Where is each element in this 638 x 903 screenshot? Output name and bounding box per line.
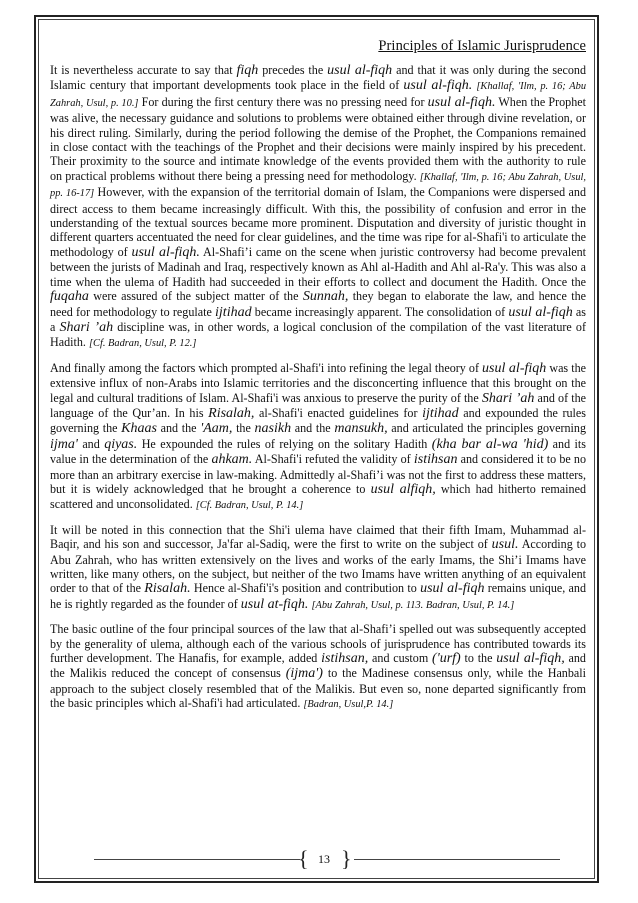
text-run: When the Prophet was alive, the necessary guidance and solutions to problems were obtained either through divine revelation, or his direct ruling. Similarly, during the period following the demise of the Prophet, the Companions remained in close contact with the teachings of the Prophet and their decisions were mainly inspired by his precedent. Their proximity to the source and intimate knowledge of the events provided them with the authority to rule on practical problems without there being a pressing need for methodology. (50, 94, 586, 183)
footer-rule-right (354, 859, 560, 860)
text-run: was the extensive influx of non-Arabs into Islamic territories and the disconcerting influence that this brought on the legal and cultural traditions of Islam. Al-Shafi'i was anxious to preserve the purity of the (50, 360, 586, 405)
text-run: It will be noted in this connection that the Shi'i ulema have claimed that their fifth Imam, Muhammad al-Baqir, and his son and successor, Ja'far al-Sadiq, were the first to write on the subject of (50, 522, 586, 552)
italic-term: istihsan (413, 452, 458, 468)
italic-term: usul al-fiqh (327, 63, 393, 78)
text-run: He expounded the rules of relying on the solitary Hadith (137, 436, 432, 451)
text-run: and that it was only during the second Islamic century that important developments took place in the field of (50, 63, 587, 93)
text-run: which had hitherto remained scattered and unconsolidated. (50, 481, 586, 512)
italic-term: ijma' (50, 436, 78, 452)
italic-term: Risalah, (208, 405, 255, 421)
citation: [Cf. Badran, Usul, P. 12.] (88, 338, 197, 350)
citation: [Cf. Badran, Usul, P. 14.] (195, 500, 304, 512)
text-run: According to Abu Zahrah, who has written extensively on the lives and works of the early Imams, the Shi’i Imams have written, like many others, on the subject, but neither of the two Imams have written anything of an equivalent order to that of the (50, 537, 586, 596)
italic-term: istihsan, (321, 651, 369, 667)
italic-term: fuqaha (50, 289, 89, 305)
italic-term: usul al-fiqh (482, 360, 547, 376)
text-run: It is nevertheless accurate to say that (50, 63, 237, 77)
italic-term: usul alfiqh, (370, 481, 436, 497)
italic-term: ijtihad (422, 405, 459, 421)
text-run: became increasingly apparent. The consolidation of (251, 304, 509, 319)
text-run: and its value in the determination of the (50, 436, 586, 467)
text-run: And finally among the factors which prompted al-Shafi'i into refining the legal theory of (50, 360, 483, 375)
italic-term: Sunnah, (302, 289, 349, 305)
text-run: and (77, 436, 105, 451)
text-run: and custom (368, 651, 433, 666)
italic-term: (ijma') (285, 666, 323, 682)
text-run: and the (156, 421, 201, 436)
paragraph (50, 361, 586, 514)
text-run: and the (291, 421, 335, 436)
citation: [Badran, Usul,P. 14.] (303, 699, 394, 711)
italic-term: (kha bar al-wa 'hid) (431, 436, 549, 452)
text-run: and the Malikis reduced the concept of consensus (50, 651, 586, 681)
italic-term: usul. (491, 537, 519, 553)
text-run: remains unique, and he is rightly regarded as the founder of (50, 581, 586, 611)
paragraph (50, 622, 586, 712)
italic-term: usul al-fiqh. (403, 78, 473, 94)
text-run: discipline was, in other words, a logical conclusion of the compilation of the vast literature of Hadith. (50, 319, 586, 350)
italic-term: ahkam. (211, 452, 253, 468)
text-run: were assured of the subject matter of the (88, 289, 303, 304)
citation: [Abu Zahrah, Usul, p. 113. Badran, Usul, P. 14.] (311, 599, 515, 611)
text-run: and articulated the principles governing (387, 421, 586, 436)
italic-term: usul al-fiqh, (496, 651, 565, 667)
text-run: to the Madinese consensus only, while the Hanbali approach to the subject closely resembled that of the Malikis. But even so, none departed significantly from the basic principles which al-Shafi'i had articulated. (50, 666, 586, 711)
page-number: 13 (318, 852, 330, 866)
text-run: and considered it to be no more than an arbitrary exercise in law-making. Admittedly al-Shafi’i was not the first to address these matters, but it is widely acknowledged that he brought a coherence to (50, 452, 587, 496)
italic-term: usul at-fiqh. (240, 596, 309, 612)
italic-term: usul al-fiqh. (131, 244, 200, 260)
italic-term: mansukh, (334, 421, 388, 437)
paragraph (50, 523, 586, 613)
citation: [Khallaf, 'Ilm, p. 16; Abu Zahrah, Usul, p. 10.] (50, 81, 587, 109)
text-run: al-Shafi'i enacted guidelines for (254, 405, 423, 420)
italic-term: Khaas (121, 421, 157, 437)
text-run: and of the language of the Qur’an. In his (50, 390, 587, 420)
italic-term: Risalah. (144, 581, 191, 597)
text-run: to the (460, 651, 497, 666)
text-run: Al-Shafi’i came on the scene when juristic controversy had become prevalent between the jurists of Madinah and Iraq, respectively known as Ahl al-Hadith and Ahl al-Ra'y. This was also a time when the ulema of Hadith had succeeded in their efforts to collect and document the Hadith. Once the (50, 244, 587, 289)
footer-bracket-right: } (341, 846, 352, 871)
text-run: The basic outline of the four principal sources of the law that al-Shafi’i spelled out was subsequently accepted by the generality of ulema, although each of the various schools of jurisprudence has contributed towards its further development. The Hanafis, for example, added (50, 622, 586, 666)
citation: [Khallaf, 'Ilm, p. 16; Abu Zahrah, Usul, pp. 16-17] (50, 171, 586, 200)
page-footer (58, 848, 576, 872)
text-run: as a (50, 304, 586, 334)
italic-term: Shari ’ah (59, 319, 114, 335)
italic-term: nasikh (254, 421, 292, 437)
text-run: and expounded the rules governing the (50, 405, 586, 436)
italic-term: usul al-fiqh. (427, 94, 496, 110)
text-run: Hence al-Shafi'i's position and contribution to (190, 581, 421, 596)
paragraph (50, 63, 586, 352)
italic-term: Shari ’ah (481, 390, 535, 406)
italic-term: 'Aam, (200, 421, 233, 437)
italic-term: usul al-fiqh (508, 304, 573, 320)
italic-term: qiyas. (104, 436, 138, 452)
footer-bracket-left: { (298, 846, 309, 871)
footer-rule-left (94, 859, 300, 860)
running-header: Principles of Islamic Jurisprudence (378, 38, 586, 54)
text-run: Al-Shafi'i refuted the validity of (252, 452, 414, 467)
text-run: they began to elaborate the law, and hence the need for methodology to regulate (50, 289, 586, 319)
italic-term: ('urf) (432, 651, 461, 667)
text-run: For during the first century there was no pressing need for (138, 94, 428, 109)
italic-term: ijtihad (215, 304, 252, 320)
body-text (50, 63, 586, 722)
text-run: the (232, 421, 255, 436)
italic-term: fiqh (236, 63, 259, 78)
italic-term: usul al-fiqh (420, 581, 485, 597)
text-run: However, with the expansion of the territorial domain of Islam, the Companions were dispersed and direct access to them became increasingly difficult. With this, the possibility of confusion and error in the understanding of the textual sources became more prominent. Disputation and diversity of juristic thought in different quarters accentuated the need for clear guidelines, and the time was ripe for al-Shafi'i to articulate the methodology of (50, 185, 586, 259)
text-run: precedes the (258, 63, 328, 77)
